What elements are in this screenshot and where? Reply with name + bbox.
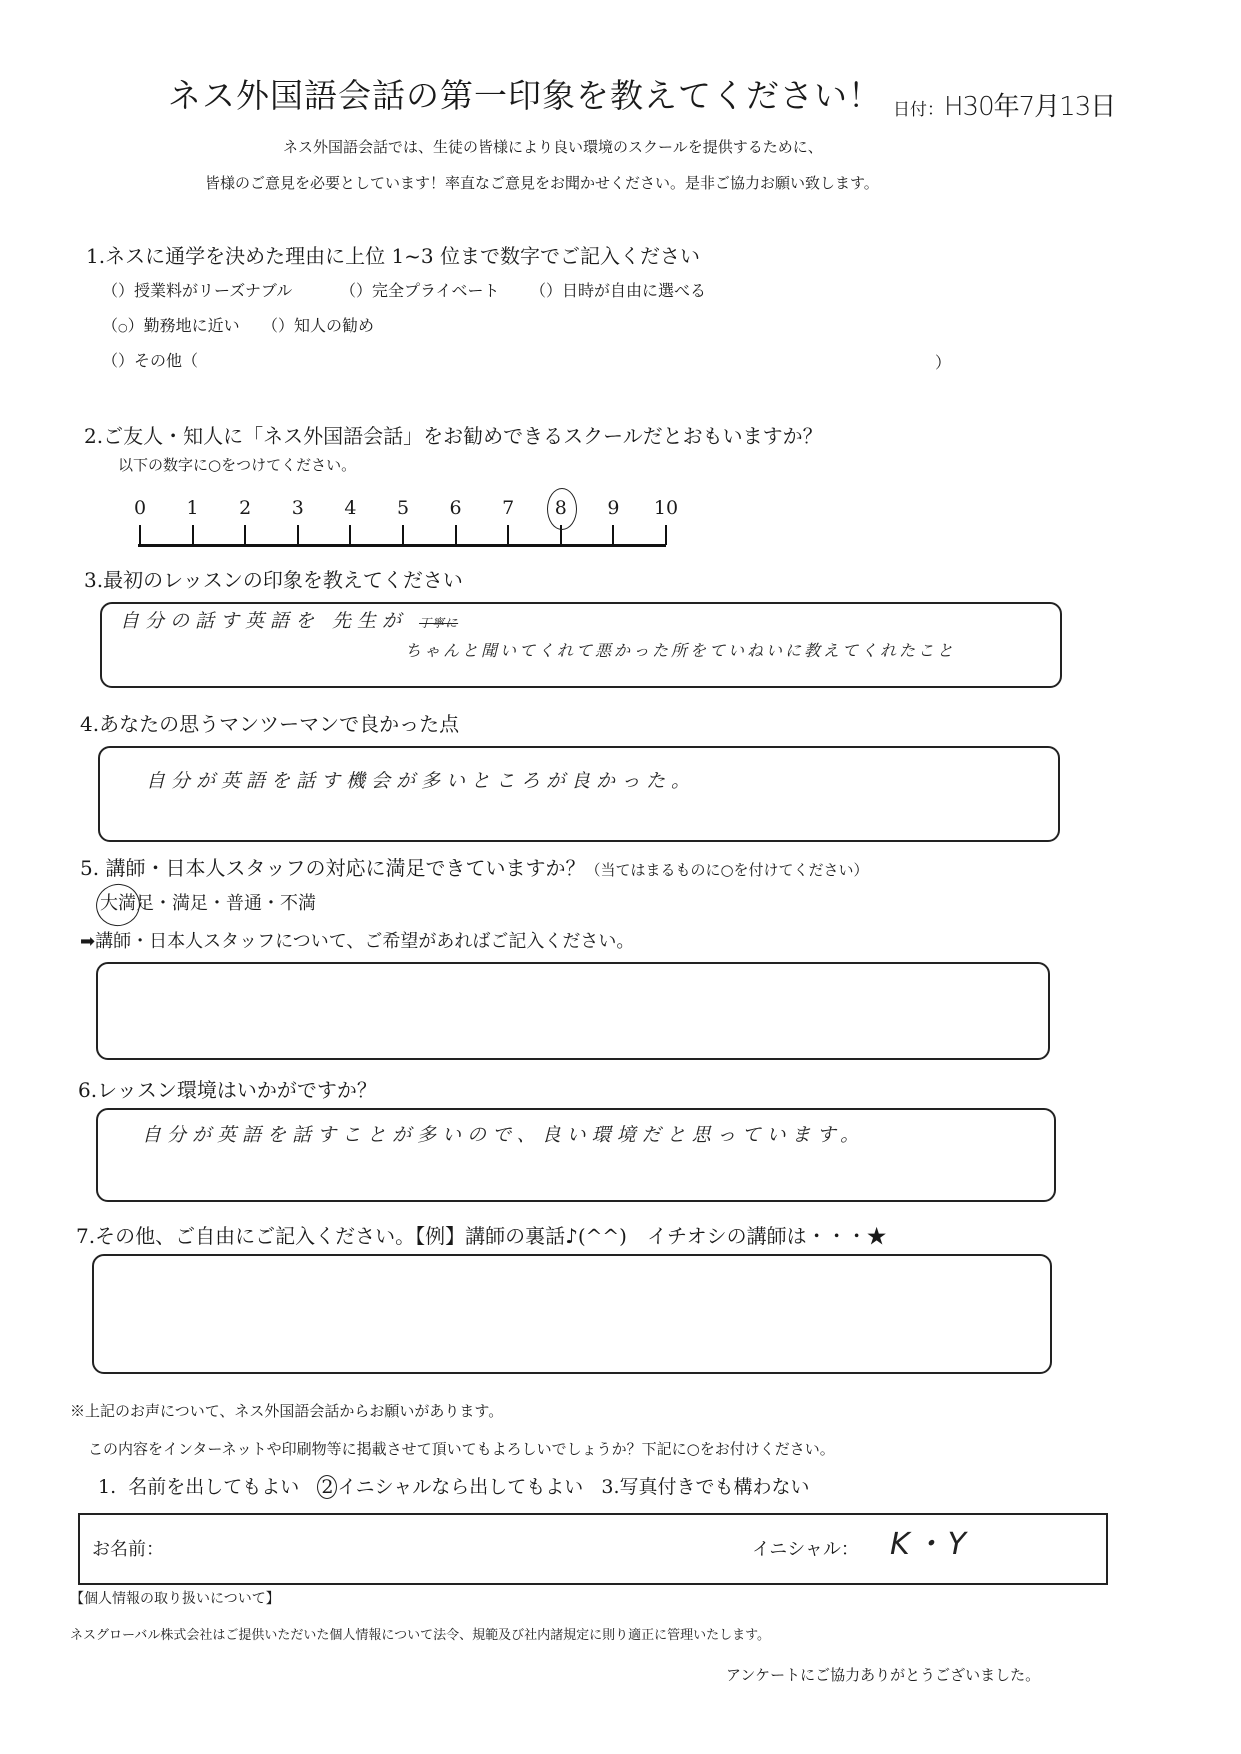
q1-mark: ○ [118, 321, 128, 334]
q4-answer-box[interactable] [98, 746, 1060, 842]
consent-note: ※上記のお声について、ネス外国語会話からお願いがあります。 [70, 1402, 504, 1420]
q5-followup-box[interactable] [96, 962, 1050, 1060]
consent-option-3-label: 写真付きでも構わない [619, 1476, 810, 1498]
intro-line-1: ネス外国語会話では、生徒の皆様により良い環境のスクールを提供するために、 [283, 138, 823, 156]
scale-tick [139, 525, 141, 545]
date-label: 日付： [893, 100, 944, 120]
scale-tick [297, 525, 299, 545]
q5-question-text: 5. 講師・日本人スタッフの対応に満足できていますか？ [80, 856, 586, 880]
arrow-right-icon: ➡ [80, 931, 96, 952]
privacy-heading: 【個人情報の取り扱いについて】 [70, 1591, 280, 1607]
consent-option-1-num: 1. [98, 1476, 117, 1498]
date-value: H30年7月13日 [944, 92, 1116, 122]
scale-tick [455, 525, 457, 545]
consent-option-2-label: イニシャルなら出してもよい [337, 1476, 584, 1498]
q1-option-label: 勤務地に近い [143, 316, 240, 335]
scale-tick [402, 525, 404, 545]
q5-question [80, 856, 869, 882]
q3-answer-line-2: ちゃんと聞いてくれて悪かった所をていねいに教えてくれたこと [405, 641, 957, 660]
q6-question: 6.レッスン環境はいかがですか？ [78, 1078, 377, 1102]
q1-option-label: 日時が自由に選べる [562, 281, 707, 300]
scale-number-5[interactable]: 5 [396, 497, 410, 519]
q1-option-6[interactable]: （）その他（ [102, 351, 199, 370]
date-field[interactable] [893, 86, 1115, 123]
privacy-text: ネスグローバル株式会社はご提供いただいた個人情報について法令、規範及び社内諸規定に則り適正に管理いたします。 [70, 1628, 771, 1643]
name-field[interactable] [92, 1535, 164, 1561]
page-title: ネス外国語会話の第一印象を教えてください！ [168, 76, 882, 115]
q1-question: 1.ネスに通学を決めた理由に上位 1~3 位まで数字でご記入ください [86, 244, 701, 268]
scale-tick [507, 525, 509, 545]
q2-instruction: 以下の数字に○をつけてください。 [118, 456, 357, 474]
q1-option-label: その他（ [134, 351, 199, 370]
scale-number-9[interactable]: 9 [607, 497, 620, 519]
scale-tick [192, 525, 194, 545]
q5-option-satisfied[interactable]: 満足 [172, 893, 208, 914]
q5-option-average[interactable]: 普通 [226, 893, 262, 914]
q3-question: 3.最初のレッスンの印象を教えてください [84, 568, 463, 592]
q3-struck-text: 丁寧に [419, 616, 459, 630]
q1-option-3[interactable]: （）日時が自由に選べる [530, 281, 707, 300]
scale-number-8[interactable]: 8 [554, 497, 567, 519]
scale-number-1[interactable]: 1 [186, 497, 199, 519]
scale-number-10[interactable]: 10 [653, 497, 679, 519]
consent-option-3-num: 3. [601, 1476, 620, 1498]
consent-option-2-num: 2 [317, 1475, 337, 1499]
q1-option-label: 完全プライベート [372, 281, 500, 300]
q7-answer-box[interactable] [92, 1254, 1052, 1374]
scale-tick [612, 525, 614, 545]
q5-option-unsatisfied[interactable]: 不満 [280, 893, 316, 914]
scale-number-0[interactable]: 0 [133, 497, 147, 519]
q1-option-5[interactable]: （）知人の勧め [262, 316, 375, 335]
separator: ・ [154, 893, 172, 914]
consent-option-1[interactable] [98, 1476, 299, 1498]
consent-options[interactable] [98, 1472, 810, 1499]
q3-answer-line-1 [120, 610, 458, 634]
scale-number-3[interactable]: 3 [291, 497, 304, 519]
q4-answer: 自分が英語を話す機会が多いところが良かった。 [146, 770, 697, 792]
scale-number-6[interactable]: 6 [449, 497, 462, 519]
q3-answer-line-1-text: 自分の話す英語を 先生が [120, 610, 408, 632]
consent-option-2[interactable] [317, 1476, 583, 1498]
q5-followup [80, 930, 634, 954]
q7-question: 7.その他、ご自由にご記入ください。【例】講師の裏話♪(^^) イチオシの講師は・・・★ [76, 1224, 887, 1248]
separator: ・ [262, 893, 280, 914]
consent-option-1-label: 名前を出してもよい [128, 1476, 300, 1498]
separator: ・ [208, 893, 226, 914]
q1-option-2[interactable]: （）完全プライベート [340, 281, 500, 300]
consent-option-3[interactable] [601, 1476, 809, 1498]
scale-tick [665, 525, 667, 545]
q4-question: 4.あなたの思うマンツーマンで良かった点 [80, 712, 460, 736]
q1-option-label: 授業料がリーズナブル [134, 281, 293, 300]
selected-score-circle [547, 488, 577, 530]
initial-value[interactable]: K・Y [890, 1527, 970, 1562]
intro-line-2: 皆様のご意見を必要としています！率直なご意見をお聞かせください。是非ご協力お願い致します。 [205, 174, 879, 192]
q5-followup-text: 講師・日本人スタッフについて、ご希望があればご記入ください。 [95, 931, 635, 952]
name-label: お名前： [92, 1539, 164, 1560]
scale-number-4[interactable]: 4 [344, 497, 357, 519]
scale-number-7[interactable]: 7 [502, 497, 515, 519]
consent-request: この内容をインターネットや印刷物等に掲載させて頂いてもよろしいでしょうか？下記に○をお付けください。 [88, 1440, 835, 1458]
q1-option-1[interactable]: （）授業料がリーズナブル [102, 281, 293, 300]
thanks-message: アンケートにご協力ありがとうございました。 [726, 1666, 1041, 1684]
q1-option-4[interactable]: （○）勤務地に近い [102, 316, 240, 335]
q1-option-label: 知人の勧め [294, 316, 375, 335]
q6-answer: 自分が英語を話すことが多いので、良い環境だと思っています。 [142, 1124, 866, 1146]
q5-selected-circle [91, 879, 144, 931]
q1-other-close: ） [935, 353, 952, 372]
scale-tick [349, 525, 351, 545]
scale-number-2[interactable]: 2 [239, 497, 252, 519]
q2-question: 2.ご友人・知人に「ネス外国語会話」をお勧めできるスクールだとおもいますか？ [84, 424, 823, 448]
q5-instruction: （当てはまるものに○を付けてください） [585, 861, 869, 879]
q6-answer-box[interactable] [96, 1108, 1056, 1202]
scale-tick [244, 525, 246, 545]
initial-label: イニシャル： [752, 1539, 859, 1560]
q5-option-very-satisfied[interactable]: 大満足 [100, 893, 154, 914]
